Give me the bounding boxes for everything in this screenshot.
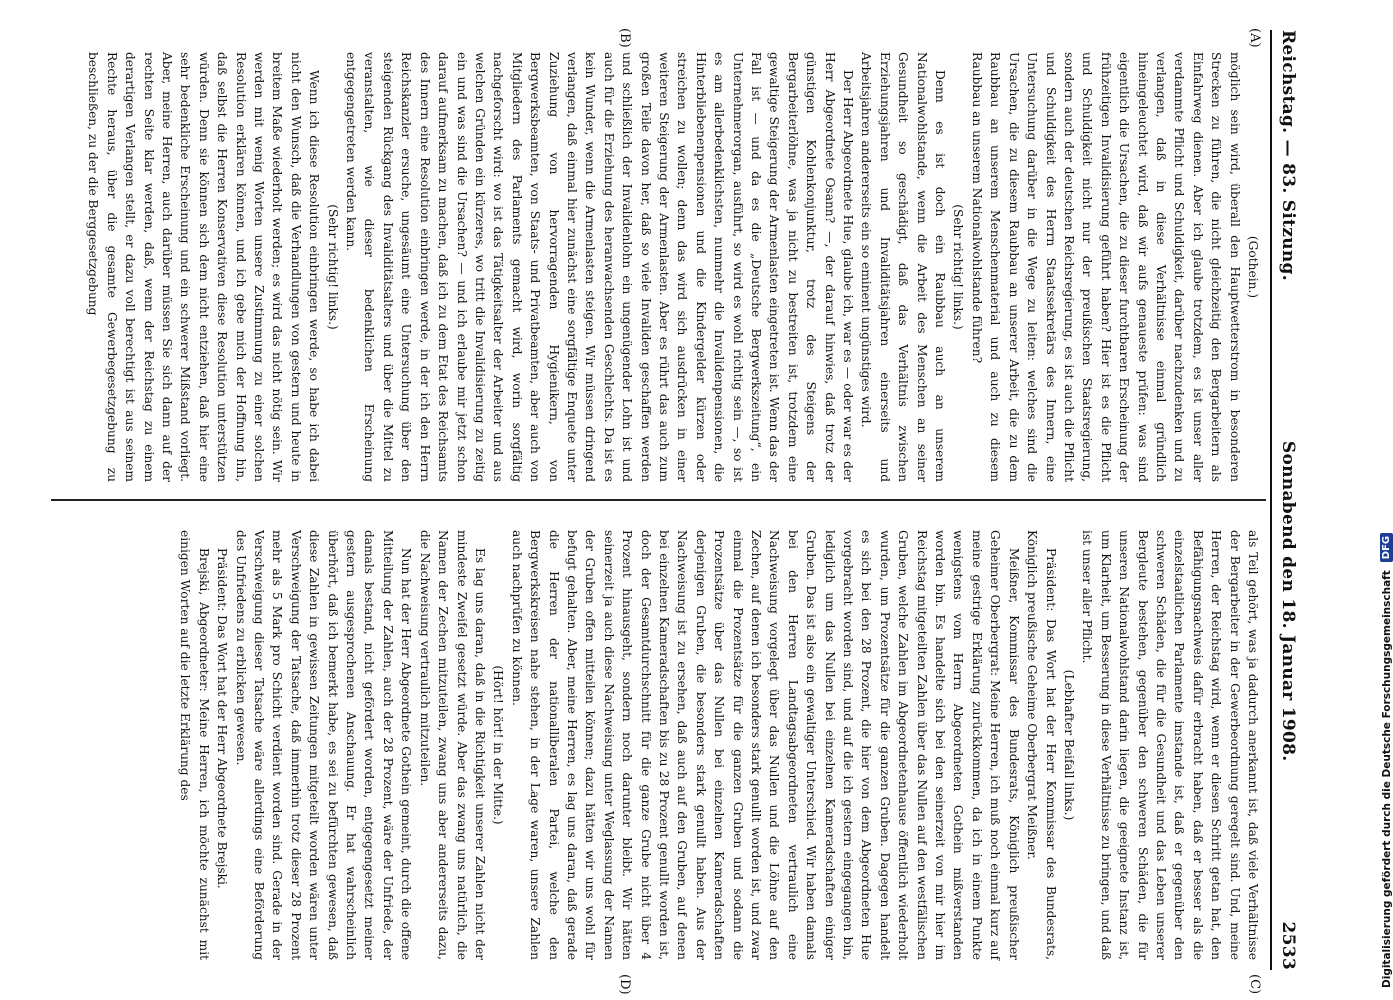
paragraph: Wenn ich diese Resolution einbringen werde, so habe ich dabei nicht den Wunsch, daß die Verhandlungen von gestern und heute in breitem Maße wiederholt werden; es wird das nicht nötig sein. Wir werden mit wenig Worten unsere Zustimmung zu einer solchen Resolution erklären können, und ich gebe mich der Hoffnung hin, daß selbst die Herren Konservativen diese Resolution unterstützen würden. Denn sie können sich dem nicht entziehen, daß hier eine sehr bedenkliche Erscheinung und ein schwerer Mißstand vorliegt. Aber, meine Herren, auch darüber müssen Sie sich dann auf der rechten Seite klar werden, daß, wenn der Reichstag zu einem derartigen Verlangen stellt, er dazu voll berechtigt ist aus seinem Rechte heraus, über die gesamte Gewerbegesetzgebung zu beschließen, zu der die Berggesetzgebung <box>86 52 322 482</box>
interjection: (Sehr richtig! links.) <box>951 204 966 330</box>
funding-sidebar <box>1380 533 1393 988</box>
interjection: (Sehr richtig! links.) <box>325 204 340 330</box>
paragraph: möglich sein wird, überall den Hauptwetterstrom in besonderen Strecken zu führen, die nicht gleichzeitig den Bergarbeitern als Einfahrweg dienen. Aber ich glaube trotzdem, es ist unser aller verdammte Pflicht und Schuldigkeit, darüber nachzudenken und zu verlangen, daß in diese Verhältnisse einmal gründlich hineingeleuchtet wird, daß wir aufs genaueste prüfen: was sind eigentlich die Ursachen, die zu dieser furchtbaren Erscheinung der frühzeitigen Invalidisierung geführt haben? Hier ist es die Pflicht und Schuldigkeit nicht nur der preußischen Staatsregierung, sondern auch der deutschen Reichsregierung, es ist auch die Pflicht und Schuldigkeit des Herrn Staatssekretärs des Innern, eine Untersuchung darüber in die Wege zu leiten: welches sind die Ursachen, die zu diesem Raubbau an unserer Arbeit, die zu dem Raubbau an unserem Menschenmaterial und auch zu diesem Raubbau an unserem Nationalwohlstande führen? <box>969 52 1242 482</box>
left-column <box>47 52 1262 482</box>
speaker-tag: (Gothein.) <box>1246 235 1260 299</box>
paragraph: Denn es ist doch ein Raubbau auch an unserem Nationalwohlstande, wenn die Arbeit des Menschen an seiner Gesundheit so geschädigt, daß das Verhältnis zwischen Erziehungsjahren und Invaliditätsjahren einerseits und Arbeitsjahren andererseits ein so eminent ungünstiges wird. <box>859 52 948 482</box>
paragraph: Nun hat der Herr Abgeordnete Gothein gemeint, durch die offene Mitteilung der Zahlen, auch der 28 Prozent, wäre der Unfriede, der damals bestand, nicht gefördert worden, entgegengesetzt meiner gestern ausgesprochenen Anschauung. Er hat wahrscheinlich überhört, daß ich bemerkt habe, es sei zu befürchten gewesen, daß diese Zahlen in gewissen Zeitungen mitgeteilt worden wären unter Verschweigung der Tatsache, daß immerhin trotz dieser 28 Prozent mehr als 5 Mark pro Schicht verdient worden sind. Gerade in der Verschweigung dieser Tatsache wäre allerdings eine Beförderung des Unfriedens zu erblicken gewesen. <box>233 530 414 960</box>
header-date: Sonnabend den 18. Januar 1908. <box>1278 440 1298 762</box>
paragraph: Es lag uns daran, daß in die Richtigkeit unserer Zahlen nicht der mindeste Zweifel gesetzt würde. Aber das zwang uns natürlich, die Namen der Zechen mitzuteilen, zwang uns aber andererseits dazu, die Nachweisung vertraulich mitzuteilen. <box>417 530 487 960</box>
margin-marker-c: (C) <box>1247 974 1262 995</box>
document-page <box>42 28 1312 995</box>
paragraph: als Teil gehört, was ja dadurch anerkannt ist, daß viele Verhältnisse der Bergarbeiter in der Gewerbeordnung geregelt sind. Und, meine Herren, der Reichstag wird, wenn er diesen Schritt getan hat, den Befähigungsnachweis dafür erbracht haben, daß er besser als die einzelstaatlichen Parlamente imstande ist, daß er gegenüber den schweren Schäden, die für die Gesundheit und das Leben unserer Bergleute bestehen, gegenüber den schweren Schäden, die für unseren Nationalwohlstand darin liegen, die geeignete Instanz ist, um Klarheit, um Besserung in diese Verhältnisse zu bringen, und daß ist unser aller Pflicht. <box>1080 530 1260 960</box>
speaker-paragraph: Präsident: Das Wort hat der Herr Kommissar des Bundesrats, Königlich preußische Geheime Oberbergrat Meißner. <box>1025 530 1058 960</box>
interjection: (Hört! hört! in der Mitte.) <box>491 665 506 825</box>
interjection: (Lebhafter Beifall links.) <box>1061 669 1076 821</box>
column-divider <box>51 499 1266 501</box>
page-header <box>1278 30 1312 970</box>
header-session: Reichstag. — 83. Sitzung. <box>1278 30 1298 281</box>
speaker-paragraph: Brejski, Abgeordneter: Meine Herren, ich möchte zunächst mit einigen Worten auf die letzte Erklärung des <box>178 530 211 960</box>
margin-marker-a: (A) <box>1247 28 1262 48</box>
margin-marker-d: (D) <box>617 974 632 995</box>
speaker-paragraph: Meißner, Kommissar des Bundesrats, Königlich preußischer Geheimer Oberbergrat: Meine Herren, ich muß noch einmal kurz auf meine gestrige Erklärung zurückkommen, da ich in einem Punkte wenigstens vom Herrn Abgeordneten Gothein mißverstanden worden bin. Es handelte sich bei den seinerzeit von mir hier im Reichstag mitgeteilten Zahlen über das Nullen auf den westfälischen Gruben, welche Zahlen im Abgeordnetenhause öffentlich wiederholt wurden, um Prozentsätze für die ganzen Gruben. Dagegen handelt es sich bei den 28 Prozent, die hier von dem Abgeordneten Hue vorgebracht worden sind, und auf die ich gestern eingegangen bin, lediglich um das Nullen bei einzelnen Kameradschaften einiger Gruben. Das ist also ein gewaltiger Unterschied. Wir haben damals bei den Herren Landtagsabgeordneten vertraulich eine Nachweisung vorgelegt über das Nullen und die Löhne auf den Zechen, auf denen ich besonders stark genullt worden ist, und zwar einmal die Prozentsätze für die ganzen Gruben und sodann die Prozentsätze über das Nullen bei einzelnen Kameradschaften derjenigen Gruben, die besonders stark genullt haben. Aus der Nachweisung ist zu ersehen, daß auch auf den Gruben, auf denen bei einzelnen Kameradschaften bis zu 28 Prozent genullt worden ist, doch der Gesamtdurchschnitt für die ganze Grube nicht über 4 Prozent hinausgeht, sondern noch darunter bleibt. Wir hätten seinerzeit ja auch diese Nachweisung unter Weglassung der Namen der Gruben offen mitteilen können; dazu hätten wir uns wohl für befugt gehalten. Aber, meine Herren, es lag uns daran, daß gerade die Herren der nationalliberalen Partei, welche den Bergwerkskreisen nahe stehen, in der Lage waren, unsere Zahlen auch nachprüfen zu können. <box>509 530 1021 960</box>
page-number: 2533 <box>1278 921 1298 970</box>
funding-note: Digitalisierung gefördert durch die Deutsche Forschungsgemeinschaft <box>1380 570 1393 988</box>
header-rule <box>1270 30 1272 970</box>
margin-marker-b: (B) <box>617 28 632 48</box>
dfg-logo: DFG <box>1380 533 1393 562</box>
speaker-paragraph: Präsident: Das Wort hat der Herr Abgeordnete Brejski. <box>215 548 230 889</box>
paragraph: Der Herr Abgeordnete Hue, glaube ich, war es — oder war es der Herr Abgeordnete Osann? —, der darauf hinwies, daß trotz der günstigen Kohlenkonjunktur, trotz des Steigens der Bergarbeiterlöhne, was ja nicht zu bestreiten ist, trotzdem eine gewaltige Steigerung der Armenlasten eingetreten ist. Wenn das der Fall ist — und da es die „Deutsche Bergwerkszeitung“, ein Unternehmerorgan, ausführt, so wird es wohl richtig sein —, so ist es am allerbedenklichsten, nunmehr die Invalidenpensionen, die Hinterbliebenenpensionen und die Kindergelder kürzen oder streichen zu wollen; denn das wird sich ausdrücken in einer weiteren Steigerung der Armenlasten. Aber es rührt das auch zum großen Teile davon her, daß so viele Invaliden geschaffen werden und schließlich der Invalidenlohn ein ungenügender Lohn ist und auch für die Erziehung des heranwachsenden Geschlechts. Da ist es kein Wunder, wenn die Armenlasten steigen. Wir müssen dringend verlangen, daß einmal hier zunächst eine sorgfältige Enquete unter Zuziehung von hervorragenden Hygienikern, von Bergwerksbeamten, von Staats- und Privatbeamten, aber auch von Mitgliedern des Parlaments gemacht wird, worin sorgfältig nachgeforscht wird: wo ist das Tätigkeitsalter der Arbeiter und aus welchen Gründen ein kürzeres, wo tritt die Invalidisierung zu zeitig ein und was sind die Ursachen? — und ich erlaube mir jetzt schon darauf aufmerksam zu machen, daß ich zu dem Etat des Reichsamts des Innern eine Resolution einbringen werde, in der ich den Herrn Reichskanzler ersuche, ungesäumt eine Untersuchung über den steigenden Rückgang des Invaliditätsalters und über die Mittel zu veranstalten, wie dieser bedenklichen Erscheinung entgegengetreten werden kann. <box>344 52 856 482</box>
right-column <box>47 530 1262 960</box>
